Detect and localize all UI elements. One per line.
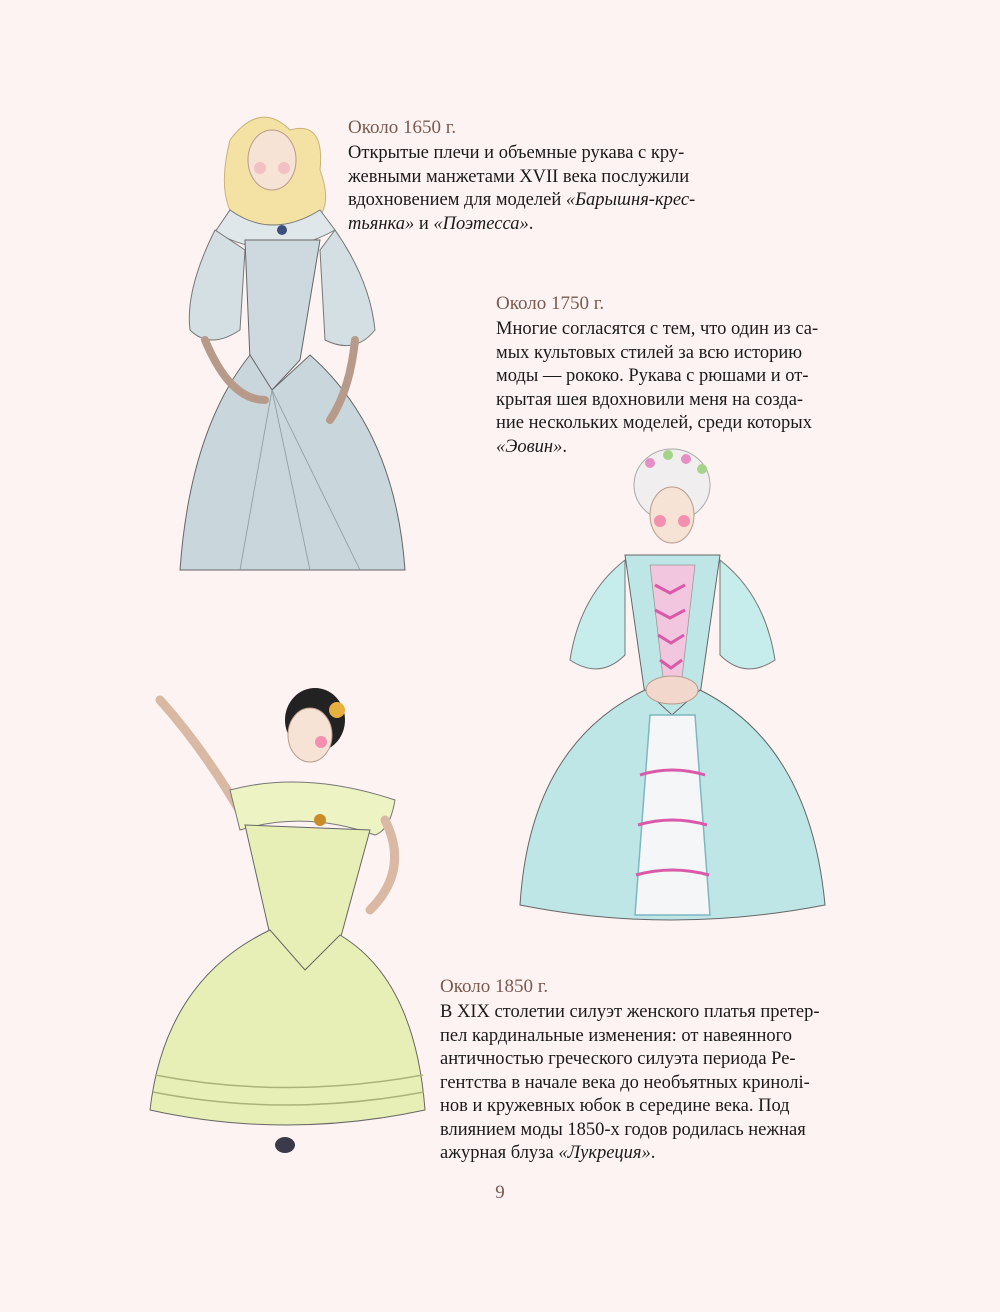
line: В XIX столетии силуэт женского платья претер- xyxy=(440,1002,820,1022)
period: . xyxy=(562,436,567,457)
line: влиянием моды 1850-х годов родилась нежная xyxy=(440,1119,806,1140)
line: нов и кружевных юбок в середине века. Под xyxy=(440,1096,790,1116)
model-name-eovin: «Эовин» xyxy=(496,436,563,457)
model-name-baryshnya: «Барышня-крес- xyxy=(565,190,696,210)
line: моды — рококо. Рукава с рюшами и от- xyxy=(496,366,809,386)
line: вдохновением для моделей xyxy=(348,190,566,210)
line: античностью греческого силуэта периода Ре- xyxy=(440,1049,796,1069)
illustration-1850-gown xyxy=(145,680,430,1160)
illustration-1750-gown xyxy=(510,445,840,935)
era-heading-1650: Около 1650 г. xyxy=(348,117,457,138)
description-1650 xyxy=(348,142,738,236)
description-1850 xyxy=(440,1001,840,1166)
model-name-lukretsiya: «Лукреция» xyxy=(558,1143,651,1163)
line: ажурная блуза xyxy=(440,1143,559,1163)
line: гентства в начале века до необъятных кринолі- xyxy=(440,1072,810,1093)
line: Многие согласятся с тем, что один из са- xyxy=(496,319,819,339)
line: Открытые плечи и объемные рукава с кру- xyxy=(348,143,685,163)
line: пел кардинальные изменения: от навеянного xyxy=(440,1025,792,1046)
era-heading-1750: Около 1750 г. xyxy=(496,293,605,314)
model-name-poetessa: «Поэтесса» xyxy=(433,213,529,234)
model-name-baryshnya-cont: тьянка» xyxy=(348,213,415,234)
description-1750 xyxy=(496,318,846,459)
line: жевными манжетами XVII века послужили xyxy=(348,166,690,187)
era-heading-1850: Около 1850 г. xyxy=(440,976,549,997)
page-number: 9 xyxy=(495,1182,505,1203)
section-1650 xyxy=(348,116,738,236)
period: . xyxy=(528,213,534,234)
line: мых культовых стилей за всю историю xyxy=(496,342,803,363)
section-1750 xyxy=(496,292,846,459)
section-1850 xyxy=(440,975,840,1166)
line: ние нескольких моделей, среди которых xyxy=(496,413,812,433)
period: . xyxy=(650,1143,656,1163)
conjunction: и xyxy=(414,213,434,234)
line: крытая шея вдохновили меня на созда- xyxy=(496,389,804,410)
